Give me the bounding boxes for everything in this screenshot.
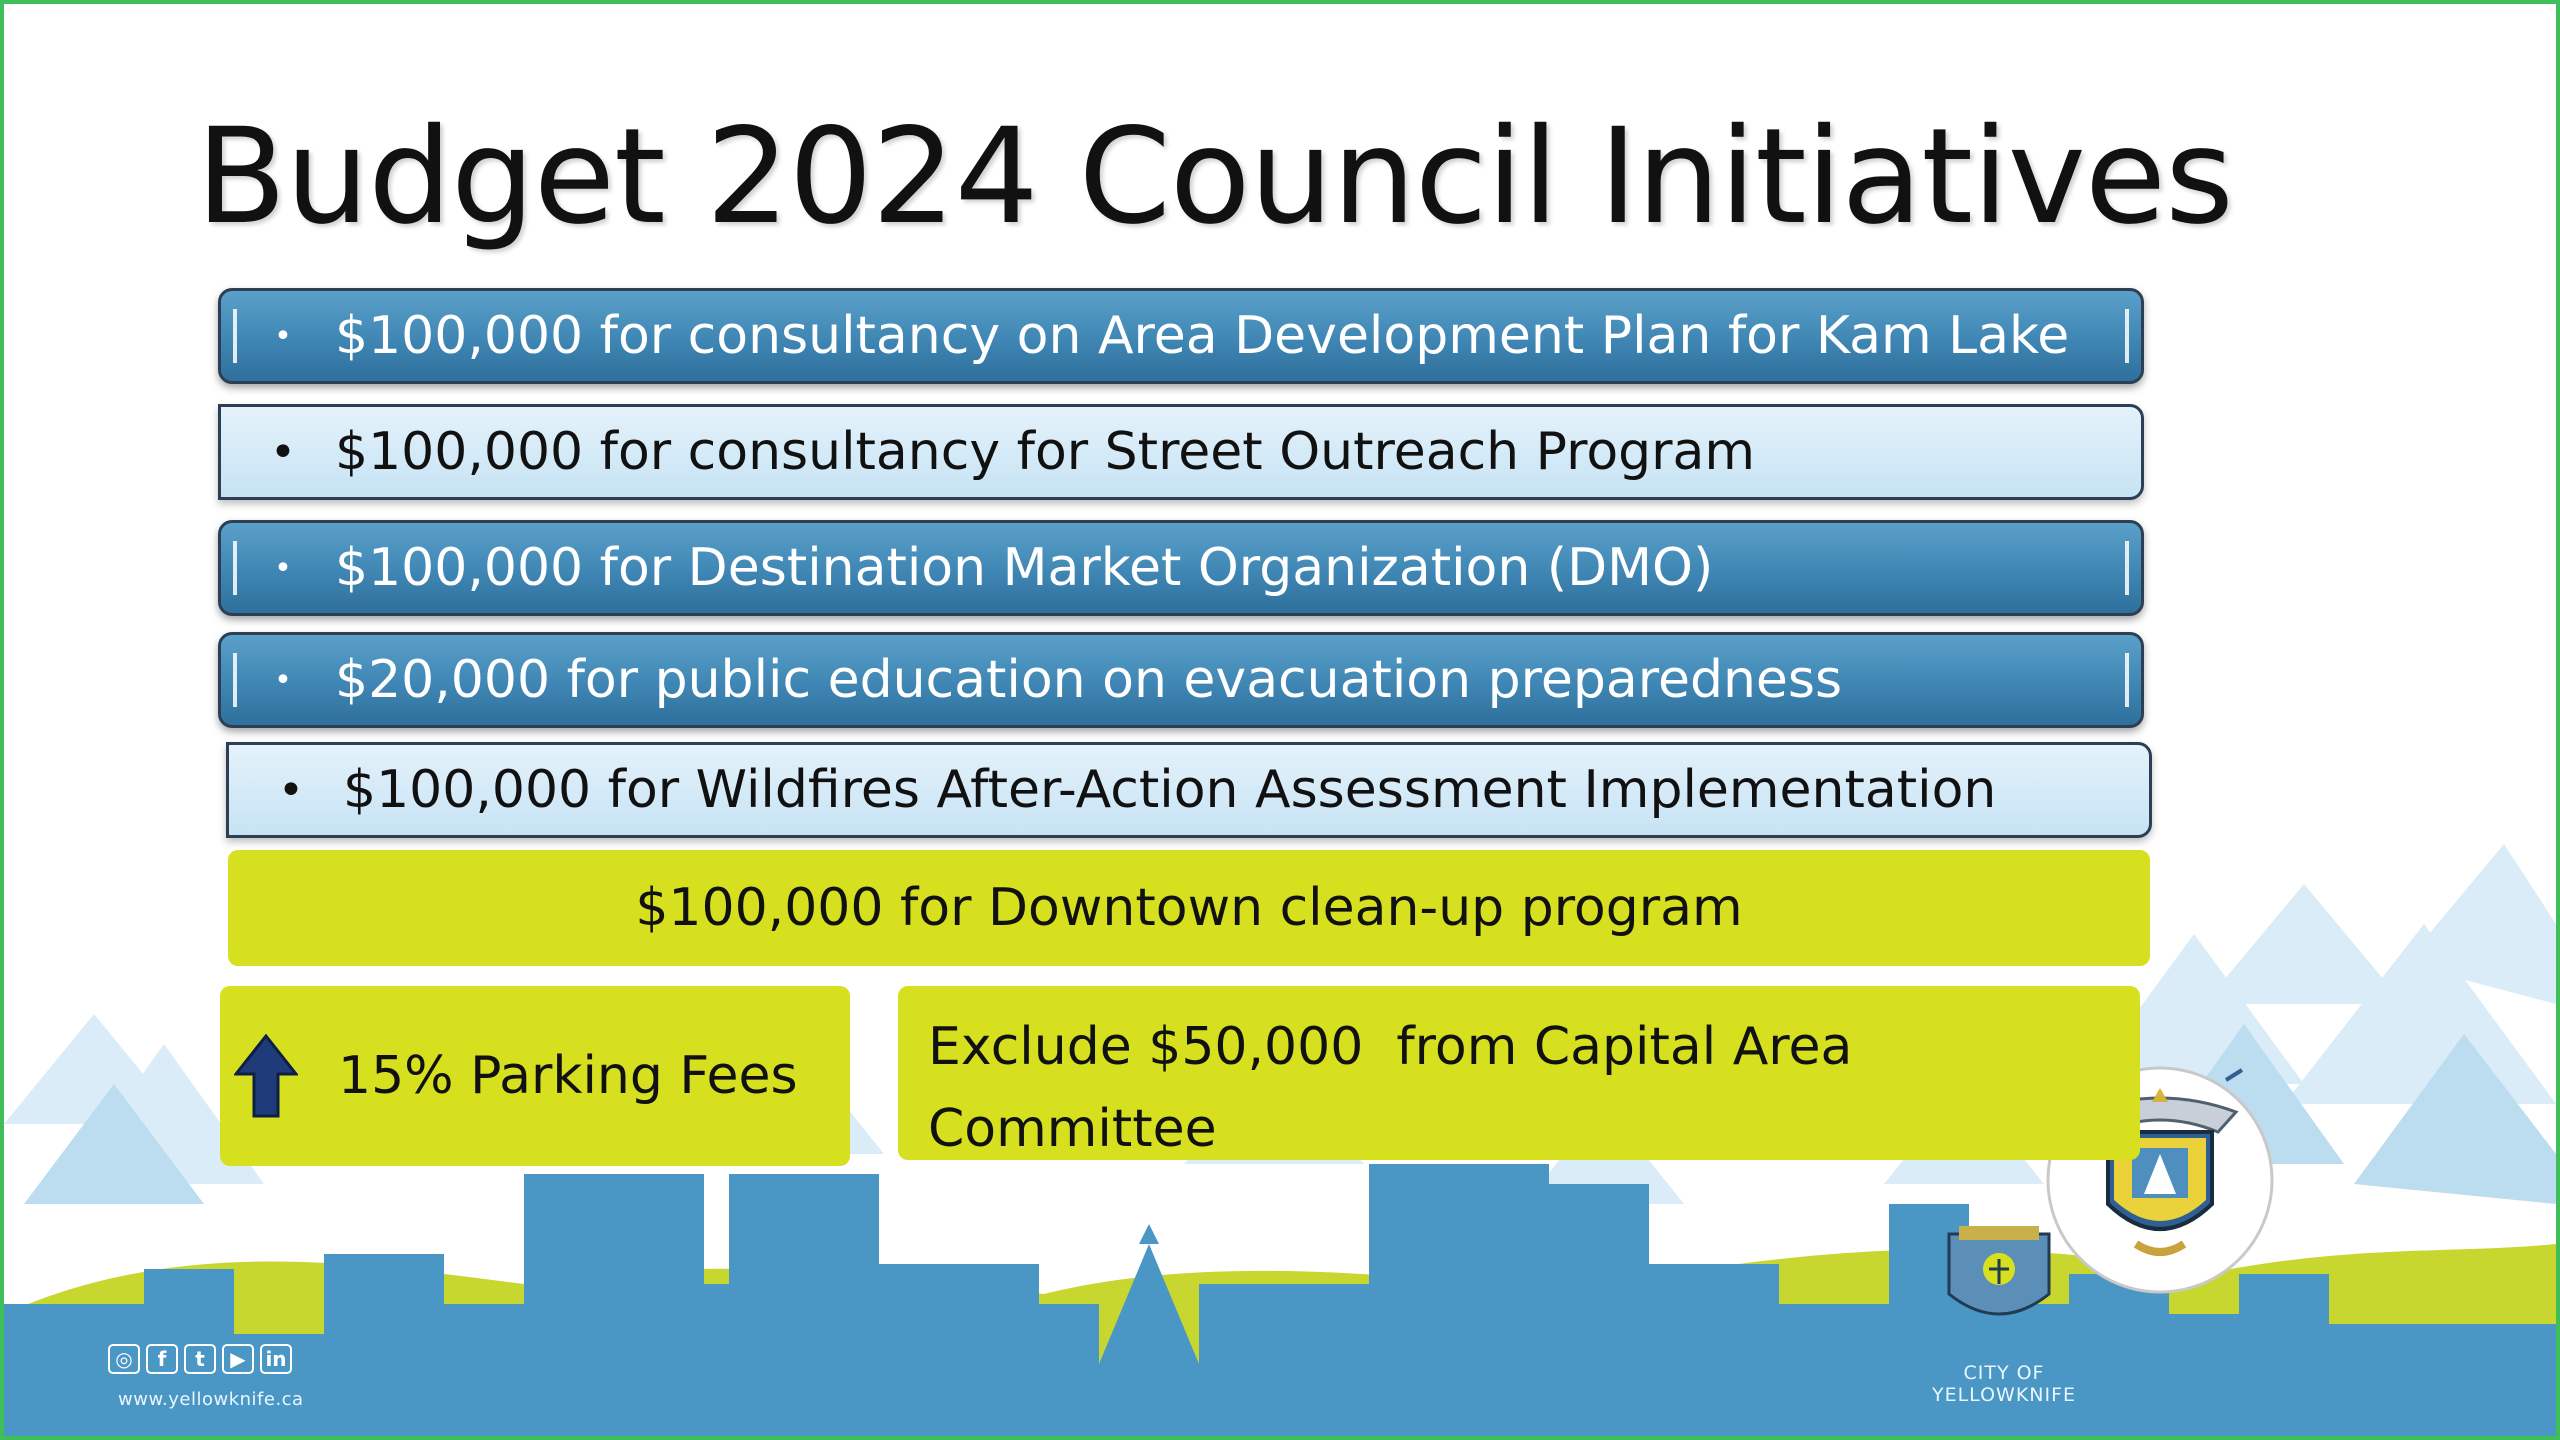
initiative-street-outreach bbox=[218, 404, 2144, 500]
city-name bbox=[1924, 1362, 2084, 1406]
bullet-icon: • bbox=[270, 426, 296, 478]
bullet-icon: • bbox=[274, 662, 292, 698]
youtube-icon[interactable]: ▶ bbox=[222, 1344, 254, 1374]
slide-title: Budget 2024 Council Initiatives bbox=[196, 100, 2233, 254]
parking-fees-box bbox=[220, 986, 850, 1166]
initiative-kam-lake bbox=[218, 288, 2144, 384]
bullet-icon: • bbox=[274, 550, 292, 586]
downtown-cleanup-text: $100,000 for Downtown clean-up program bbox=[635, 878, 1743, 938]
linkedin-icon[interactable]: in bbox=[260, 1344, 292, 1374]
city-line1: CITY OF bbox=[1963, 1362, 2045, 1384]
initiative-evacuation-education bbox=[218, 632, 2144, 728]
facebook-icon[interactable]: f bbox=[146, 1344, 178, 1374]
initiative-text: $100,000 for Destination Market Organization (DMO) bbox=[335, 538, 1714, 598]
arrow-up-icon bbox=[234, 1034, 298, 1118]
parking-fees-text: 15% Parking Fees bbox=[338, 1046, 798, 1106]
downtown-cleanup-box bbox=[228, 850, 2150, 966]
capital-area-line1: Exclude $50,000 from Capital Area bbox=[928, 1017, 1853, 1077]
initiative-text: $100,000 for Wildfires After-Action Assessment Implementation bbox=[343, 760, 1997, 820]
initiative-text: $20,000 for public education on evacuation preparedness bbox=[335, 650, 1843, 710]
initiative-text: $100,000 for consultancy on Area Development Plan for Kam Lake bbox=[335, 306, 2070, 366]
initiative-wildfires bbox=[226, 742, 2152, 838]
initiative-dmo bbox=[218, 520, 2144, 616]
city-line2: YELLOWKNIFE bbox=[1931, 1384, 2077, 1406]
city-crest-small bbox=[1949, 1226, 2049, 1314]
instagram-icon[interactable]: ◎ bbox=[108, 1344, 140, 1374]
capital-area-box bbox=[898, 986, 2140, 1160]
website-url[interactable]: www.yellowknife.ca bbox=[118, 1389, 304, 1410]
bullet-icon: • bbox=[274, 318, 292, 354]
initiative-text: $100,000 for consultancy for Street Outreach Program bbox=[335, 422, 1756, 482]
social-icons bbox=[108, 1344, 292, 1374]
bullet-icon: • bbox=[278, 764, 304, 816]
capital-area-line2: Committee bbox=[928, 1099, 1217, 1159]
twitter-icon[interactable]: t bbox=[184, 1344, 216, 1374]
